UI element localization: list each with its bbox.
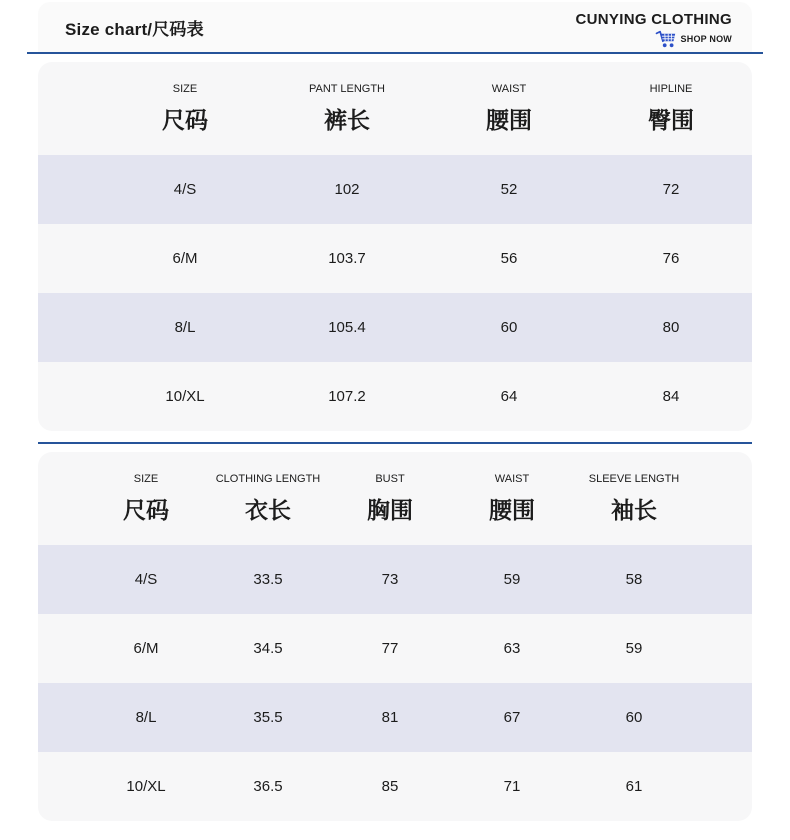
value-cell: 36.5 [253,778,283,795]
value-cell: 67 [503,709,521,726]
value-cell: 61 [625,778,643,795]
value-cell: 81 [381,709,399,726]
column-header [573,473,695,525]
value-cell: 72 [662,181,680,198]
size-cell: 4/S [173,181,197,198]
column-label-en: CLOTHING LENGTH [215,472,321,485]
column-header [428,83,590,135]
column-label-en: BUST [375,472,405,485]
table-row [38,545,752,614]
value-cell: 71 [503,778,521,795]
table-row [38,224,752,293]
column-label-en: WAIST [491,82,527,95]
table-row [38,752,752,821]
value-cell: 59 [625,640,643,657]
column-header [104,83,266,135]
table-row [38,155,752,224]
header-bar [38,2,752,52]
pants-size-table-header-row [38,62,752,155]
value-cell: 84 [662,388,680,405]
value-cell: 33.5 [253,571,283,588]
header-divider-line [27,52,763,54]
size-cell: 4/S [134,571,158,588]
value-cell: 102 [334,181,360,198]
column-label-zh: 衣长 [245,496,291,523]
column-label-en: PANT LENGTH [309,82,385,95]
table-divider-line [38,442,752,444]
column-label-zh: 尺码 [162,106,208,133]
column-label-zh: 腰围 [489,496,535,523]
column-label-zh: 腰围 [486,106,532,133]
value-cell: 60 [500,319,518,336]
table-row [38,683,752,752]
value-cell: 85 [381,778,399,795]
page-title: Size chart/尺码表 [65,19,204,39]
column-label-en: SLEEVE LENGTH [588,472,680,485]
shop-now-button[interactable] [655,30,732,48]
column-header [590,83,752,135]
column-label-zh: 袖长 [611,496,657,523]
size-chart-page [0,2,790,821]
value-cell: 63 [503,640,521,657]
pants-size-table [38,62,752,431]
shopping-cart-icon [655,30,676,48]
size-cell: 6/M [172,250,198,267]
value-cell: 59 [503,571,521,588]
value-cell: 35.5 [253,709,283,726]
column-header [329,473,451,525]
column-label-en: WAIST [494,472,530,485]
size-cell: 8/L [135,709,157,726]
column-label-en: SIZE [133,472,159,485]
brand-block [576,11,732,48]
brand-name: CUNYING CLOTHING [575,10,732,28]
value-cell: 105.4 [328,319,366,336]
value-cell: 80 [662,319,680,336]
size-cell: 10/XL [126,778,166,795]
value-cell: 34.5 [253,640,283,657]
column-header [266,83,428,135]
size-cell: 8/L [174,319,196,336]
table-row [38,614,752,683]
size-cell: 10/XL [165,388,205,405]
table-row [38,293,752,362]
column-label-zh: 臀围 [648,106,694,133]
top-size-table-header-row [38,452,752,545]
value-cell: 64 [500,388,518,405]
value-cell: 58 [625,571,643,588]
value-cell: 60 [625,709,643,726]
column-label-en: HIPLINE [649,82,693,95]
value-cell: 52 [500,181,518,198]
column-label-zh: 胸围 [367,496,413,523]
value-cell: 107.2 [328,388,366,405]
value-cell: 76 [662,250,680,267]
column-header [451,473,573,525]
column-header [207,473,329,525]
value-cell: 103.7 [328,250,366,267]
column-label-en: SIZE [172,82,198,95]
column-label-zh: 尺码 [123,496,169,523]
value-cell: 73 [381,571,399,588]
shop-now-label: SHOP NOW [680,33,732,44]
value-cell: 56 [500,250,518,267]
size-cell: 6/M [133,640,159,657]
top-size-table [38,452,752,821]
value-cell: 77 [381,640,399,657]
column-label-zh: 裤长 [324,106,370,133]
column-header [85,473,207,525]
table-row [38,362,752,431]
